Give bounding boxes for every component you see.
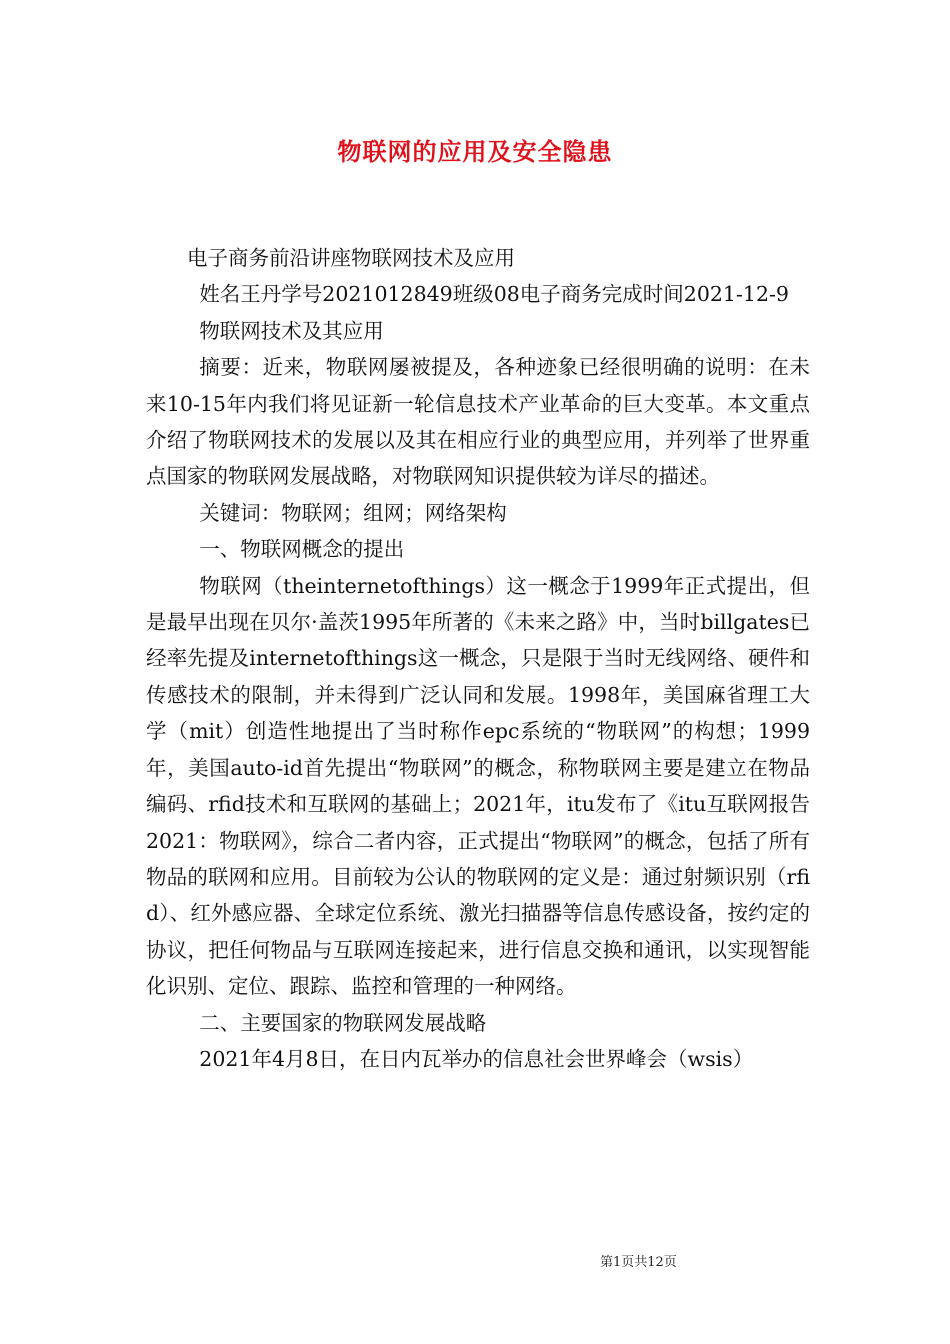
document-body (146, 240, 810, 1077)
paragraph-abstract: 摘要：近来，物联网屡被提及，各种迹象已经很明确的说明：在未来10-15年内我们将见证新一轮信息技术产业革命的巨大变革。本文重点介绍了物联网技术的发展以及其在相应行业的典型应用，并列举了世界重点国家的物联网发展战略，对物联网知识提供较为详尽的描述。 (146, 355, 810, 489)
document-title: 物联网的应用及安全隐患 (337, 137, 613, 166)
page-number: 第1页共12页 (600, 1255, 677, 1270)
paragraph-heading-1: 一、物联网概念的提出 (199, 537, 405, 562)
paragraph-keywords: 关键词：物联网；组网；网络架构 (199, 500, 507, 525)
paragraph-student-info: 姓名王丹学号2021012849班级08电子商务完成时间2021-12-9 (199, 282, 789, 307)
paragraph-heading-2: 二、主要国家的物联网发展战略 (199, 1010, 487, 1035)
paragraph-concept: 物联网（theinternetofthings）这一概念于1999年正式提出，但是最早出现在贝尔·盖茨1995年所著的《未来之路》中，当时billgates已经率先提及internetofthings这一概念，只是限于当时无线网络、硬件和传感技术的限制，并未得到广泛认同和发展。1998年，美国麻省理工大学（mit）创造性地提出了当时称作epc系统的“物联网”的构想；1999年，美国auto-id首先提出“物联网”的概念，称物联网主要是建立在物品编码、rfid技术和互联网的基础上；2021年，itu发布了《itu互联网报告2021：物联网》，综合二者内容，正式提出“物联网”的概念，包括了所有物品的联网和应用。目前较为公认的物联网的定义是：通过射频识别（rfid）、红外感应器、全球定位系统、激光扫描器等信息传感设备，按约定的协议，把任何物品与互联网连接起来，进行信息交换和通讯，以实现智能化识别、定位、跟踪、监控和管理的一种网络。 (146, 573, 810, 999)
paragraph-section-heading: 物联网技术及其应用 (199, 318, 384, 343)
paragraph-strategy-start: 2021年4月8日，在日内瓦举办的信息社会世界峰会（wsis） (199, 1046, 754, 1071)
paragraph-course-title: 电子商务前沿讲座物联网技术及应用 (187, 246, 515, 270)
